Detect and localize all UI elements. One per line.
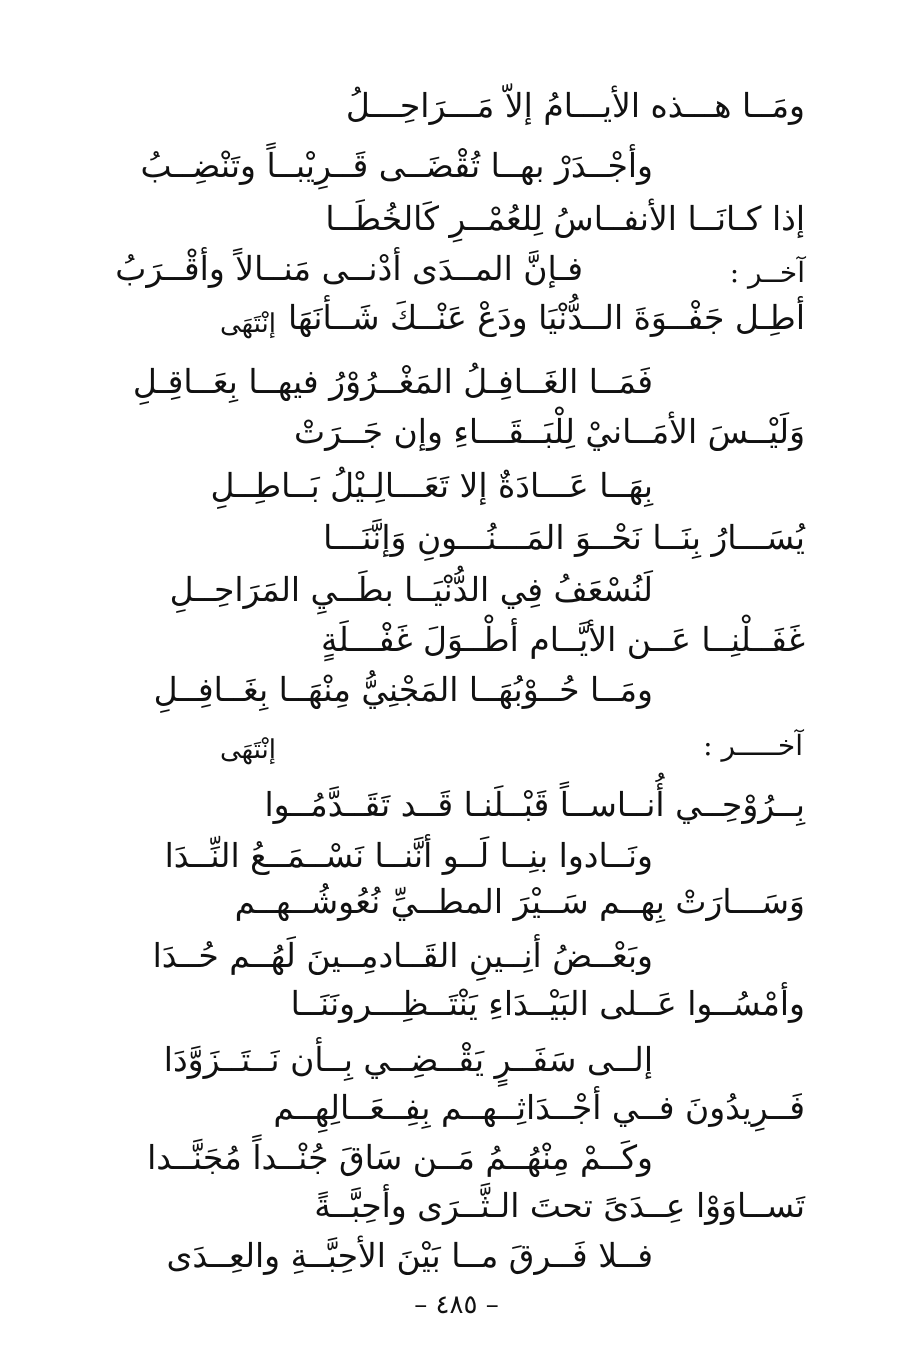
verse-line-19: فَــرِيدُونَ فــي أجْــدَاثِــهــم بِفِــعَــالِهِــم [273, 1088, 805, 1127]
end-mark: إنْتَهَى [220, 735, 276, 765]
verse-line-2: وأجْــدَرْ بهــا تُقْضَــى قَــرِيْبــاً وتَنْضِــبُ [140, 146, 653, 185]
verse-line-21: تَســاوَوْا عِــدَىً تحتَ الـثَّــرَى وأحِبَّــةً [314, 1186, 805, 1225]
verse-line-18: إلــى سَفَــرٍ يَقْــضِــي بِــأن نَــتَــزَوَّدَا [163, 1040, 653, 1079]
verse-line-3: إذا كـانَــا الأنفــاسُ لِلعُمْــرِ كَالخُطَــا [325, 199, 805, 238]
verse-line-7: وَلَيْــسَ الأمَــانيْ لِلْبَــقَـــاءِ وإن جَــرَتْ [294, 412, 805, 451]
end-mark: إنْتَهَى [220, 309, 276, 339]
verse-line-6: فَمَــا الغَــافِـلُ المَغْــرُوْرُ فيهــا بِعَــاقِـلِ [132, 362, 653, 401]
verse-line-8: بِهَــا عَـــادَةٌ إلا تَعَـــالِـيْلُ بَــاطِــلِ [210, 466, 653, 505]
verse-line-12: ومَــا حُــوْبُهَــا المَجْنِيُّ مِنْهَــا بِغَــافِــلِ [153, 670, 653, 709]
verse-line-4: فـإنَّ المــدَى أدْنــى مَنــالاً وأقْــرَبُ [115, 249, 583, 288]
section-label-other: آخــر : [729, 256, 805, 289]
verse-line-17: وأمْسُــوا عَــلى البَيْــدَاءِ يَنْتَــظِـــرونَنَــا [290, 984, 805, 1023]
verse-line-5: أطِـل جَفْــوَةَ الــدُّنْيَا ودَعْ عَنْــكَ شَــأنَهَا [288, 298, 805, 337]
verse-line-15: وَسَـــارَتْ بِهــم سَــيْرَ المطــيِّ نُعُوشُــهــم [234, 882, 805, 921]
verse-line-11: غَفَــلْنِــا عَــن الأيَّــام أطْــوَلَ غَفْـــلَةٍ [320, 620, 805, 659]
verse-line-1: ومَــا هـــذه الأيـــامُ إلاّ مَـــرَاحِـــلُ [345, 86, 805, 125]
verse-line-14: ونَــادوا بنِــا لَــو أنَّنــا نَسْــمَــعُ النِّــدَا [164, 836, 653, 875]
verse-line-9: يُسَـــارُ بِنَــا نَحْــوَ المَـــنُـــونِ وَإنَّنَـــا [323, 518, 805, 557]
section-label-other: آخـــــر : [703, 729, 803, 762]
page-number: – ٤٨٥ – [414, 1290, 499, 1320]
verse-line-13: بِــرُوْحِــي أُنــاســاً قَبْــلَنـا قَــد تَقَــدَّمُــوا [264, 785, 805, 824]
verse-line-10: لَنُسْعَفُ فِي الدُّنْيَــا بطَــيِ المَرَاحِــلِ [169, 570, 653, 609]
verse-line-22: فــلا فَــرقَ مــا بَيْنَ الأحِبَّــةِ والعِــدَى [166, 1236, 653, 1275]
verse-line-20: وكَــمْ مِنْهُــمُ مَــن سَاقَ جُنْــداً مُجَنَّــدا [147, 1138, 653, 1177]
verse-line-16: وبَعْــضُ أنِــينِ القَــادمِــينَ لَهُــم حُــدَا [152, 936, 653, 975]
